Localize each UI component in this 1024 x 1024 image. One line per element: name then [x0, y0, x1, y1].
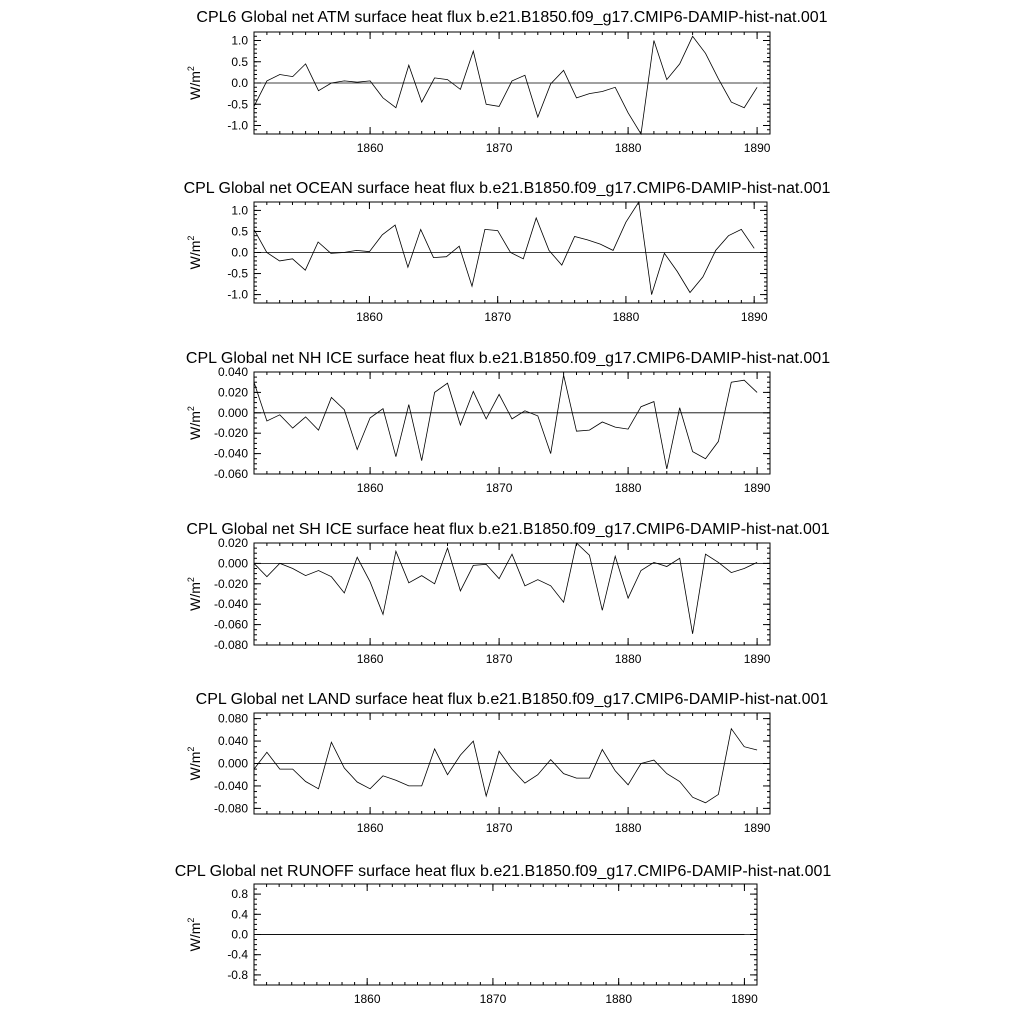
x-tick-label: 1870 — [485, 821, 513, 835]
y-tick-label: 0.000 — [217, 556, 248, 571]
y-tick-label: -0.020 — [213, 426, 248, 441]
y-tick-label: -0.020 — [213, 576, 248, 591]
y-tick-label: 0.040 — [217, 365, 248, 379]
chart-title: CPL Global net NH ICE surface heat flux b.e21.B1850.f09_g17.CMIP6-DAMIP-hist-nat.001 — [185, 350, 831, 367]
x-tick-label: 1880 — [614, 481, 642, 495]
chart-panel-5 — [186, 691, 828, 835]
x-tick-label: 1880 — [605, 992, 633, 1006]
chart-panel-6 — [175, 863, 832, 1006]
chart-panel-3 — [186, 350, 830, 495]
chart-panel-4 — [186, 521, 830, 666]
y-axis-label: $W/m^2$ — [186, 235, 203, 270]
axis-ticks — [254, 372, 770, 474]
y-tick-label: 0.000 — [217, 756, 248, 771]
series-line — [254, 375, 757, 469]
y-axis-label: $W/m^2$ — [186, 406, 203, 440]
y-tick-label: -0.4 — [227, 947, 248, 962]
y-tick-label: -0.040 — [213, 597, 248, 612]
x-tick-label: 1860 — [356, 481, 384, 495]
x-tick-label: 1890 — [743, 652, 771, 666]
y-tick-label: -0.040 — [213, 778, 248, 793]
y-tick-label: -1.0 — [227, 118, 248, 133]
series-line — [254, 36, 757, 134]
series-line — [254, 729, 757, 803]
x-tick-label: 1890 — [743, 481, 771, 495]
y-axis-label: $W/m^2$ — [186, 577, 203, 611]
chart-title: CPL Global net RUNOFF surface heat flux b.e21.B1850.f09_g17.CMIP6-DAMIP-hist-nat.001 — [174, 863, 832, 880]
y-tick-label: 1.0 — [231, 33, 248, 48]
y-tick-label: 0.000 — [217, 405, 248, 420]
axis-ticks — [254, 543, 770, 645]
y-tick-label: -0.060 — [213, 617, 248, 632]
x-tick-label: 1880 — [614, 141, 642, 155]
series-line — [254, 543, 757, 634]
y-tick-label: 0.020 — [217, 385, 248, 400]
y-tick-label: -0.080 — [213, 638, 248, 652]
y-tick-label: -1.0 — [227, 287, 248, 302]
y-tick-label: -0.5 — [227, 97, 248, 112]
y-tick-label: -0.8 — [227, 967, 248, 982]
y-tick-label: 0.040 — [217, 734, 248, 749]
chart-panel-2 — [184, 180, 831, 324]
x-tick-label: 1860 — [356, 652, 384, 666]
x-tick-label: 1890 — [740, 310, 768, 324]
x-tick-label: 1890 — [731, 992, 758, 1006]
x-tick-label: 1890 — [743, 821, 771, 835]
y-tick-label: 0.5 — [231, 224, 248, 239]
y-tick-label: 0.8 — [231, 887, 248, 902]
y-tick-label: 0.080 — [217, 711, 248, 726]
x-tick-label: 1870 — [485, 481, 513, 495]
y-tick-label: -0.080 — [213, 801, 248, 816]
x-tick-label: 1890 — [743, 141, 771, 155]
y-tick-label: 0.020 — [217, 536, 248, 550]
x-tick-label: 1870 — [479, 992, 507, 1006]
y-tick-label: 0.0 — [231, 927, 248, 942]
y-tick-label: 1.0 — [231, 203, 248, 218]
x-tick-label: 1860 — [356, 310, 383, 324]
y-tick-label: 0.5 — [231, 54, 248, 69]
y-tick-label: 0.0 — [231, 245, 248, 260]
chart-title: CPL6 Global net ATM surface heat flux b.e21.B1850.f09_g17.CMIP6-DAMIP-hist-nat.001 — [196, 9, 828, 26]
x-tick-label: 1880 — [614, 652, 642, 666]
x-tick-label: 1860 — [353, 992, 381, 1006]
y-axis-label: $W/m^2$ — [186, 917, 203, 952]
y-tick-label: -0.060 — [213, 467, 248, 481]
x-tick-label: 1860 — [356, 141, 384, 155]
chart-panel-1 — [186, 9, 828, 155]
y-tick-label: -0.040 — [213, 446, 248, 461]
series-line — [254, 202, 754, 295]
x-tick-label: 1870 — [484, 310, 512, 324]
x-tick-label: 1880 — [614, 821, 642, 835]
y-axis-label: $W/m^2$ — [186, 66, 203, 100]
y-tick-label: -0.5 — [227, 266, 248, 281]
x-tick-label: 1860 — [356, 821, 384, 835]
x-tick-label: 1870 — [485, 141, 513, 155]
y-tick-label: 0.0 — [231, 76, 248, 90]
chart-title: CPL Global net OCEAN surface heat flux b.e21.B1850.f09_g17.CMIP6-DAMIP-hist-nat.001 — [183, 180, 831, 197]
chart-title: CPL Global net LAND surface heat flux b.e21.B1850.f09_g17.CMIP6-DAMIP-hist-nat.001 — [195, 691, 829, 708]
plot-frame — [254, 372, 770, 474]
chart-title: CPL Global net SH ICE surface heat flux b.e21.B1850.f09_g17.CMIP6-DAMIP-hist-nat.001 — [186, 521, 830, 538]
plot-frame — [254, 543, 770, 645]
y-tick-label: 0.4 — [231, 907, 248, 922]
x-tick-label: 1870 — [485, 652, 513, 666]
y-axis-label: $W/m^2$ — [186, 746, 203, 781]
x-tick-label: 1880 — [612, 310, 640, 324]
